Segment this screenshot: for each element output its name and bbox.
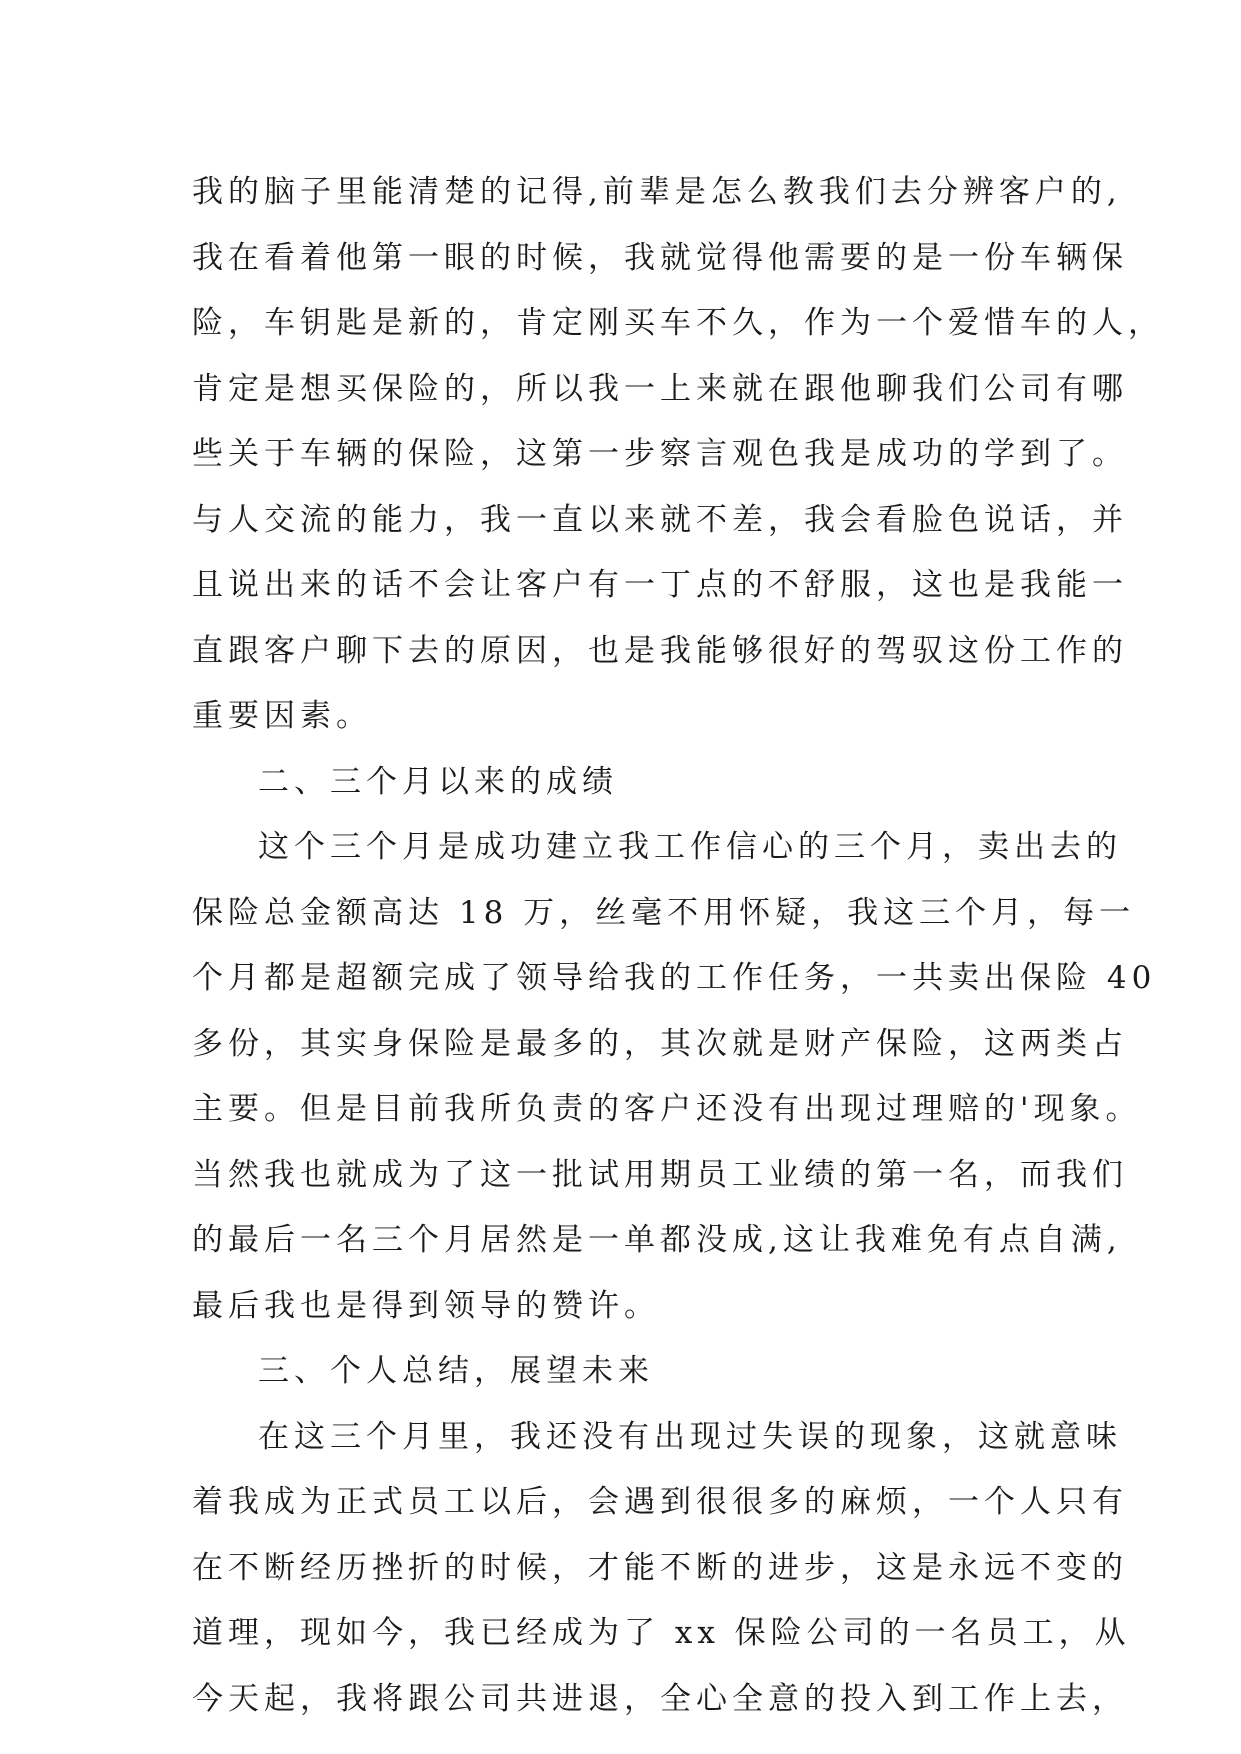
text-line: 今天起，我将跟公司共进退，全心全意的投入到工作上去， bbox=[192, 1680, 1128, 1717]
text-line: 且说出来的话不会让客户有一丁点的不舒服，这也是我能一 bbox=[192, 567, 1128, 603]
document-body bbox=[192, 160, 1164, 1732]
text-line: 直跟客户聊下去的原因，也是我能够很好的驾驭这份工作的 bbox=[192, 632, 1128, 669]
section-heading: 三、个人总结，展望未来 bbox=[258, 1353, 654, 1389]
text-line: 与人交流的能力，我一直以来就不差，我会看脸色说话，并 bbox=[192, 501, 1128, 538]
text-line: 我在看着他第一眼的时候，我就觉得他需要的是一份车辆保 bbox=[192, 239, 1128, 276]
text-line: 肯定是想买保险的，所以我一上来就在跟他聊我们公司有哪 bbox=[192, 370, 1128, 407]
text-line: 的最后一名三个月居然是一单都没成,这让我难免有点自满, bbox=[192, 1222, 1122, 1258]
paragraph-start-line: 这个三个月是成功建立我工作信心的三个月，卖出去的 bbox=[258, 829, 1122, 865]
paragraph-start-line: 在这三个月里，我还没有出现过失误的现象，这就意味 bbox=[258, 1418, 1122, 1455]
text-line: 在不断经历挫折的时候，才能不断的进步，这是永远不变的 bbox=[192, 1549, 1128, 1586]
text-line: 我的脑子里能清楚的记得,前辈是怎么教我们去分辨客户的, bbox=[192, 174, 1122, 210]
text-line: 多份，其实身保险是最多的，其次就是财产保险，这两类占 bbox=[192, 1025, 1128, 1062]
text-line: 道理，现如今，我已经成为了 xx 保险公司的一名员工，从 bbox=[192, 1615, 1131, 1651]
text-line: 重要因素。 bbox=[192, 698, 372, 734]
text-line: 最后我也是得到领导的赞许。 bbox=[192, 1287, 660, 1324]
text-line: 当然我也就成为了这一批试用期员工业绩的第一名，而我们 bbox=[192, 1156, 1128, 1193]
text-line: 保险总金额高达 18 万，丝毫不用怀疑，我这三个月，每一 bbox=[192, 894, 1136, 931]
text-line: 些关于车辆的保险，这第一步察言观色我是成功的学到了。 bbox=[192, 436, 1128, 472]
text-line: 险，车钥匙是新的，肯定刚买车不久，作为一个爱惜车的人， bbox=[192, 305, 1164, 341]
section-heading: 二、三个月以来的成绩 bbox=[258, 763, 618, 800]
text-line: 个月都是超额完成了领导给我的工作任务，一共卖出保险 40 bbox=[192, 960, 1157, 996]
text-line: 主要。但是目前我所负责的客户还没有出现过理赔的'现象。 bbox=[192, 1091, 1142, 1127]
text-line: 着我成为正式员工以后，会遇到很很多的麻烦，一个人只有 bbox=[192, 1484, 1128, 1520]
